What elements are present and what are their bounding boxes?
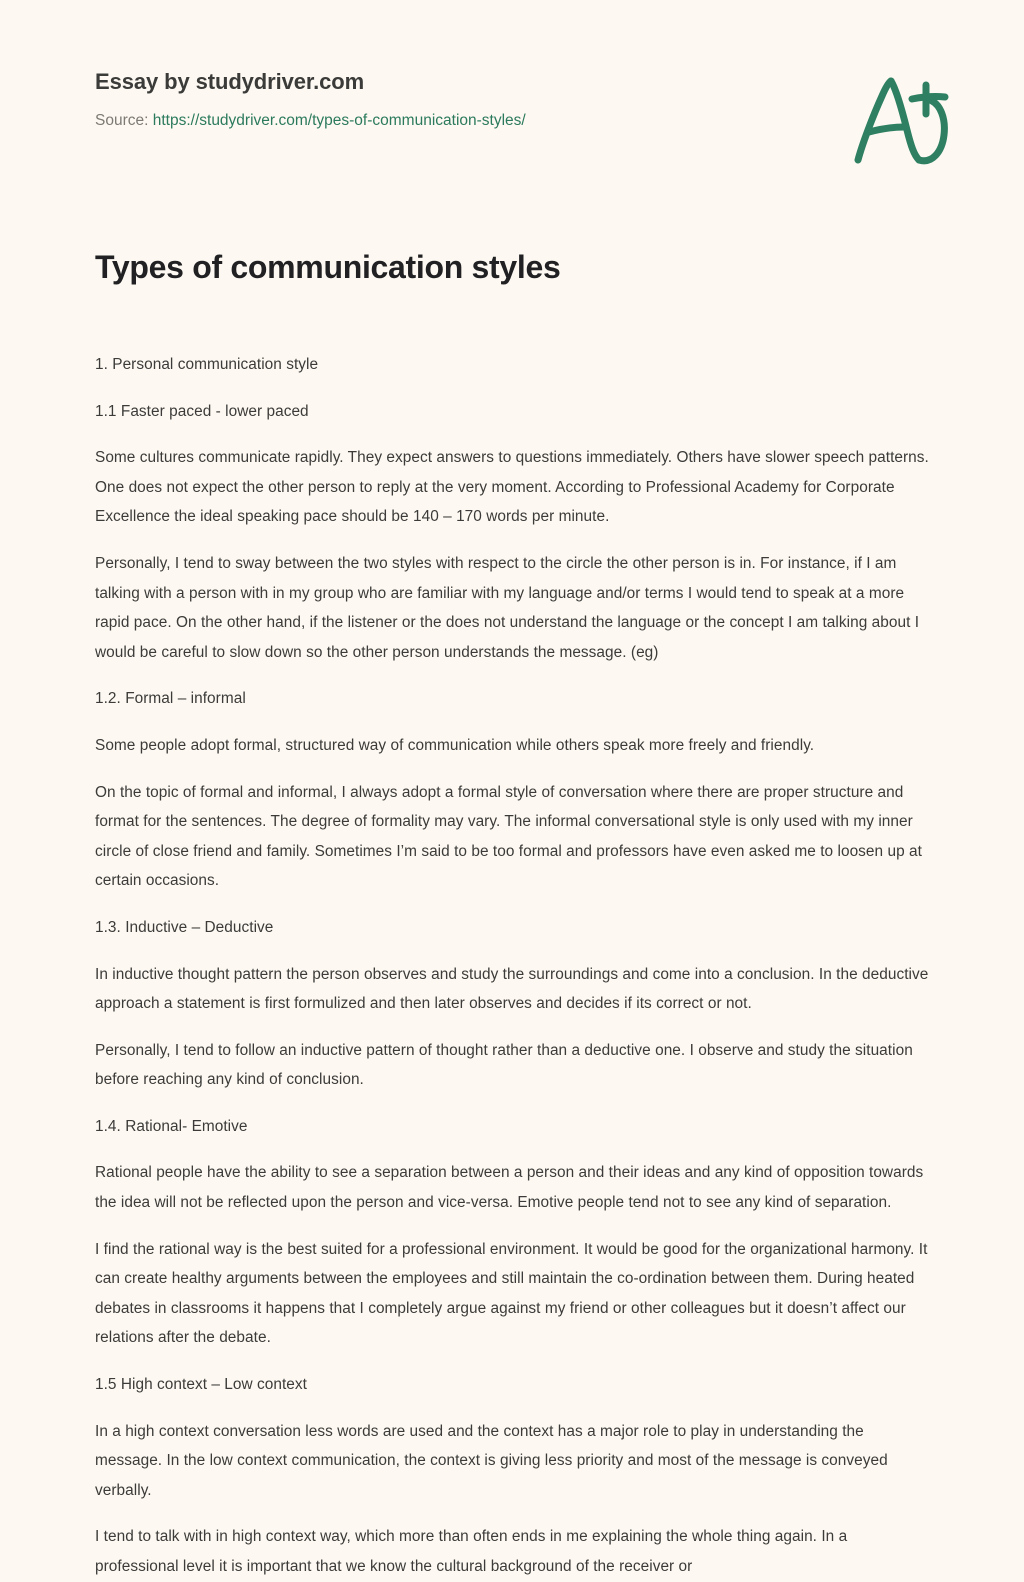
a-plus-logo xyxy=(846,72,962,166)
source-line xyxy=(95,96,935,131)
paragraph: On the topic of formal and informal, I always adopt a formal style of conversation where there are proper structure and format for the sentences. The degree of formality may vary. The informal conversational style is only used with my inner circle of close friend and family. Sometimes I’m said to be too formal and professors have even asked me to loosen up at certain occasions. xyxy=(95,783,922,890)
document-body xyxy=(95,350,933,1582)
source-label: Source: xyxy=(95,112,153,129)
section-heading: 1.5 High context – Low context xyxy=(95,1376,307,1394)
section-heading: 1.3. Inductive – Deductive xyxy=(95,918,274,936)
paragraph: I tend to talk with in high context way, which more than often ends in me explaining the whole thing again. In a professional level it is important that we know the cultural background of the receiver or xyxy=(95,1528,848,1575)
paragraph: In inductive thought pattern the person observes and study the surroundings and come into a conclusion. In the deductive approach a statement is first formulized and then later observes and decides if its correct or not. xyxy=(95,965,929,1013)
section-heading: 1. Personal communication style xyxy=(95,356,319,373)
paragraph: Personally, I tend to sway between the two styles with respect to the circle the other person is in. For instance, if I am talking with a person with in my group who are familiar with my language and/or terms I would tend to speak at a more rapid pace. On the other hand, if the listener or the does not understand the language or the concept I am talking about I would be careful to slow down so the other person understands the message. (eg) xyxy=(95,554,920,661)
section-heading: 1.2. Formal – informal xyxy=(95,690,246,708)
section-heading: 1.1 Faster paced - lower paced xyxy=(95,402,309,420)
page-title: Types of communication styles xyxy=(95,249,561,285)
paragraph: Some people adopt formal, structured way of communication while others speak more freely and friendly. xyxy=(95,736,815,754)
source-url-link[interactable]: https://studydriver.com/types-of-communication-styles/ xyxy=(152,112,526,129)
document-header xyxy=(95,68,935,131)
essay-attribution: Essay by studydriver.com xyxy=(95,69,365,94)
paragraph: I find the rational way is the best suited for a professional environment. It would be good for the organizational harmony. It can create healthy arguments between the employees and still maintain the co-ordination between them. During heated debates in classrooms it happens that I completely argue against my friend or other colleagues but it doesn’t affect our relations after the debate. xyxy=(95,1240,928,1347)
section-heading: 1.4. Rational- Emotive xyxy=(95,1117,248,1135)
paragraph: Some cultures communicate rapidly. They expect answers to questions immediately. Others have slower speech patterns. One does not expect the other person to reply at the very moment. According to Professional Academy for Corporate Excellence the ideal speaking pace should be 140 – 170 words per minute. xyxy=(95,449,929,526)
paragraph: Personally, I tend to follow an inductive pattern of thought rather than a deductive one. I observe and study the situation before reaching any kind of conclusion. xyxy=(95,1041,913,1089)
paragraph: Rational people have the ability to see a separation between a person and their ideas and any kind of opposition towards the idea will not be reflected upon the person and vice-versa. Emotive people tend not to see any kind of separation. xyxy=(95,1164,924,1212)
paragraph: In a high context conversation less words are used and the context has a major role to play in understanding the message. In the low context communication, the context is giving less priority and most of the message is conveyed verbally. xyxy=(95,1422,888,1499)
